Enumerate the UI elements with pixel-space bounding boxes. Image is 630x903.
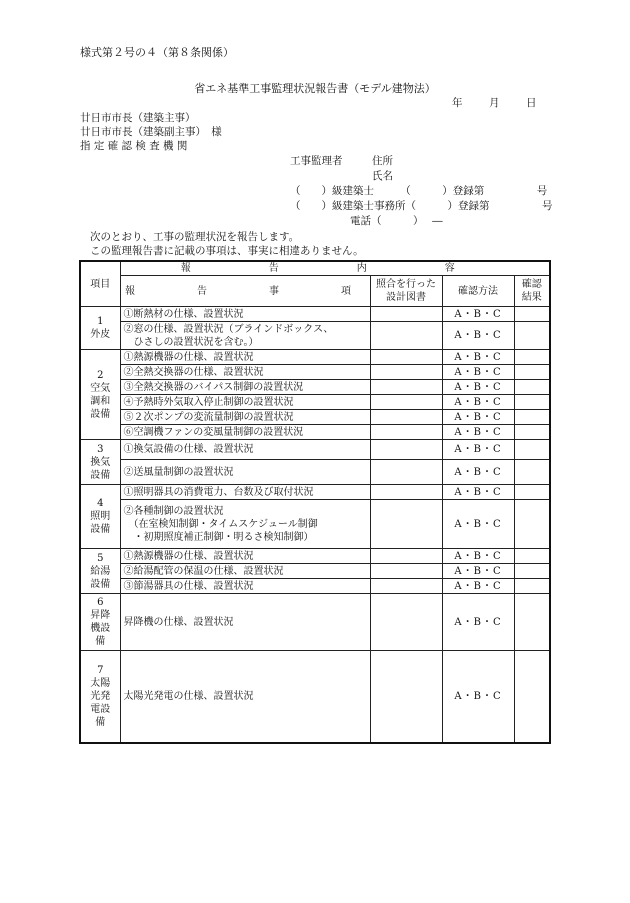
phone-line: 電話（ ） ― [350, 215, 443, 227]
reference-drawing-cell[interactable] [370, 440, 442, 460]
table-row [80, 549, 550, 564]
confirmation-result-cell[interactable] [514, 410, 550, 425]
confirmation-result-cell[interactable] [514, 579, 550, 594]
confirmation-method[interactable]: A・B・C [442, 485, 514, 500]
table-row [80, 380, 550, 395]
table-row [80, 307, 550, 322]
reference-drawing-cell[interactable] [370, 549, 442, 564]
confirmation-result-cell[interactable] [514, 564, 550, 579]
header-reference-drawings: 照合を行った設計図書 [370, 276, 442, 307]
report-matter: ①断熱材の仕様、設置状況 [120, 307, 370, 322]
architect-registration-line: （ ）級建築士 （ ）登録第 号 [290, 185, 548, 197]
category-label: 4 照明 設備 [80, 485, 120, 549]
office-registration-line: （ ）級建築士事務所（ ）登録第 号 [290, 200, 553, 212]
reference-drawing-cell[interactable] [370, 579, 442, 594]
report-matter: ①換気設備の仕様、設置状況 [120, 440, 370, 460]
reference-drawing-cell[interactable] [370, 460, 442, 485]
name-label: 氏名 [372, 170, 393, 182]
confirmation-result-cell[interactable] [514, 549, 550, 564]
confirmation-result-cell[interactable] [514, 322, 550, 350]
report-matter: 太陽光発電の仕様、設置状況 [120, 651, 370, 743]
header-item: 項目 [80, 261, 120, 307]
reference-drawing-cell[interactable] [370, 380, 442, 395]
addressee-inspection-agency: 指 定 確 認 検 査 機 関 [80, 140, 188, 152]
date-month-label: 月 [489, 97, 500, 109]
confirmation-result-cell[interactable] [514, 380, 550, 395]
report-table [79, 260, 551, 744]
confirmation-method[interactable]: A・B・C [442, 307, 514, 322]
report-matter: ②送風量制御の設置状況 [120, 460, 370, 485]
report-matter: ①熱源機器の仕様、設置状況 [120, 350, 370, 365]
confirmation-method[interactable]: A・B・C [442, 564, 514, 579]
reference-drawing-cell[interactable] [370, 350, 442, 365]
report-matter: ⑥空調機ファンの変風量制御の設置状況 [120, 425, 370, 440]
confirmation-result-cell[interactable] [514, 460, 550, 485]
confirmation-result-cell[interactable] [514, 425, 550, 440]
report-matter: ⑤２次ポンプの変流量制御の設置状況 [120, 410, 370, 425]
reference-drawing-cell[interactable] [370, 307, 442, 322]
category-label: 5 給湯 設備 [80, 549, 120, 594]
confirmation-method[interactable]: A・B・C [442, 579, 514, 594]
supervisor-label: 工事監理者 [290, 155, 343, 167]
table-row [80, 365, 550, 380]
confirmation-method[interactable]: A・B・C [442, 425, 514, 440]
table-body [80, 307, 550, 743]
report-matter: ③節湯器具の仕様、設置状況 [120, 579, 370, 594]
document-title: 省エネ基準工事監理状況報告書（モデル建物法） [194, 82, 436, 95]
header-report-matter: 報 告 事 項 [120, 276, 370, 307]
confirmation-method[interactable]: A・B・C [442, 500, 514, 549]
reference-drawing-cell[interactable] [370, 365, 442, 380]
reference-drawing-cell[interactable] [370, 485, 442, 500]
table-row [80, 425, 550, 440]
addressee-deputy-official: 廿日市市長（建築副主事） 様 [80, 126, 222, 138]
confirmation-method[interactable]: A・B・C [442, 460, 514, 485]
table-row [80, 350, 550, 365]
confirmation-method[interactable]: A・B・C [442, 365, 514, 380]
header-confirmation-result: 確認結果 [514, 276, 550, 307]
confirmation-method[interactable]: A・B・C [442, 410, 514, 425]
confirmation-result-cell[interactable] [514, 485, 550, 500]
category-label: 2 空気 調和 設備 [80, 350, 120, 440]
reference-drawing-cell[interactable] [370, 425, 442, 440]
confirmation-method[interactable]: A・B・C [442, 395, 514, 410]
confirmation-method[interactable]: A・B・C [442, 594, 514, 651]
reference-drawing-cell[interactable] [370, 395, 442, 410]
confirmation-result-cell[interactable] [514, 307, 550, 322]
reference-drawing-cell[interactable] [370, 564, 442, 579]
report-matter: ④予熱時外気取入停止制御の設置状況 [120, 395, 370, 410]
report-matter: ②全熱交換器の仕様、設置状況 [120, 365, 370, 380]
report-matter: 昇降機の仕様、設置状況 [120, 594, 370, 651]
table-row [80, 594, 550, 651]
confirmation-result-cell[interactable] [514, 594, 550, 651]
confirmation-result-cell[interactable] [514, 500, 550, 549]
table-row [80, 322, 550, 350]
category-label: 3 換気 設備 [80, 440, 120, 485]
confirmation-result-cell[interactable] [514, 365, 550, 380]
intro-line-1: 次のとおり、工事の監理状況を報告します。 [90, 231, 300, 243]
category-label: 1 外皮 [80, 307, 120, 350]
report-matter: ②窓の仕様、設置状況（ブラインドボックス、 ひさしの設置状況を含む。） [120, 322, 370, 350]
confirmation-result-cell[interactable] [514, 350, 550, 365]
confirmation-method[interactable]: A・B・C [442, 380, 514, 395]
reference-drawing-cell[interactable] [370, 594, 442, 651]
table-row [80, 460, 550, 485]
report-matter: ①熱源機器の仕様、設置状況 [120, 549, 370, 564]
reference-drawing-cell[interactable] [370, 410, 442, 425]
confirmation-result-cell[interactable] [514, 440, 550, 460]
reference-drawing-cell[interactable] [370, 500, 442, 549]
confirmation-method[interactable]: A・B・C [442, 440, 514, 460]
confirmation-result-cell[interactable] [514, 395, 550, 410]
confirmation-result-cell[interactable] [514, 651, 550, 743]
table-row [80, 564, 550, 579]
confirmation-method[interactable]: A・B・C [442, 350, 514, 365]
reference-drawing-cell[interactable] [370, 322, 442, 350]
confirmation-method[interactable]: A・B・C [442, 549, 514, 564]
report-matter: ②各種制御の設置状況 （在室検知制御・タイムスケジュール制御 ・初期照度補正制御・明るさ検知制御） [120, 500, 370, 549]
addressee-building-official: 廿日市市長（建築主事） [80, 112, 196, 124]
category-label: 6 昇降 機設 備 [80, 594, 120, 651]
category-label: 7 太陽 光発 電設 備 [80, 651, 120, 743]
confirmation-method[interactable]: A・B・C [442, 322, 514, 350]
table-row [80, 410, 550, 425]
report-matter: ②給湯配管の保温の仕様、設置状況 [120, 564, 370, 579]
header-confirmation-method: 確認方法 [442, 276, 514, 307]
table-row [80, 395, 550, 410]
table-row [80, 440, 550, 460]
intro-line-2: この監理報告書に記載の事項は、事実に相違ありません。 [90, 245, 364, 257]
table-row [80, 651, 550, 743]
header-report-content: 報 告 内 容 [120, 261, 550, 276]
date-day-label: 日 [526, 97, 537, 109]
table-row [80, 500, 550, 549]
report-matter: ③全熱交換器のバイパス制御の設置状況 [120, 380, 370, 395]
table-row [80, 485, 550, 500]
confirmation-method[interactable]: A・B・C [442, 651, 514, 743]
address-label: 住所 [372, 155, 393, 167]
report-matter: ①照明器具の消費電力、台数及び取付状況 [120, 485, 370, 500]
form-number: 様式第２号の４（第８条関係） [80, 46, 234, 59]
reference-drawing-cell[interactable] [370, 651, 442, 743]
date-year-label: 年 [452, 97, 463, 109]
table-row [80, 579, 550, 594]
